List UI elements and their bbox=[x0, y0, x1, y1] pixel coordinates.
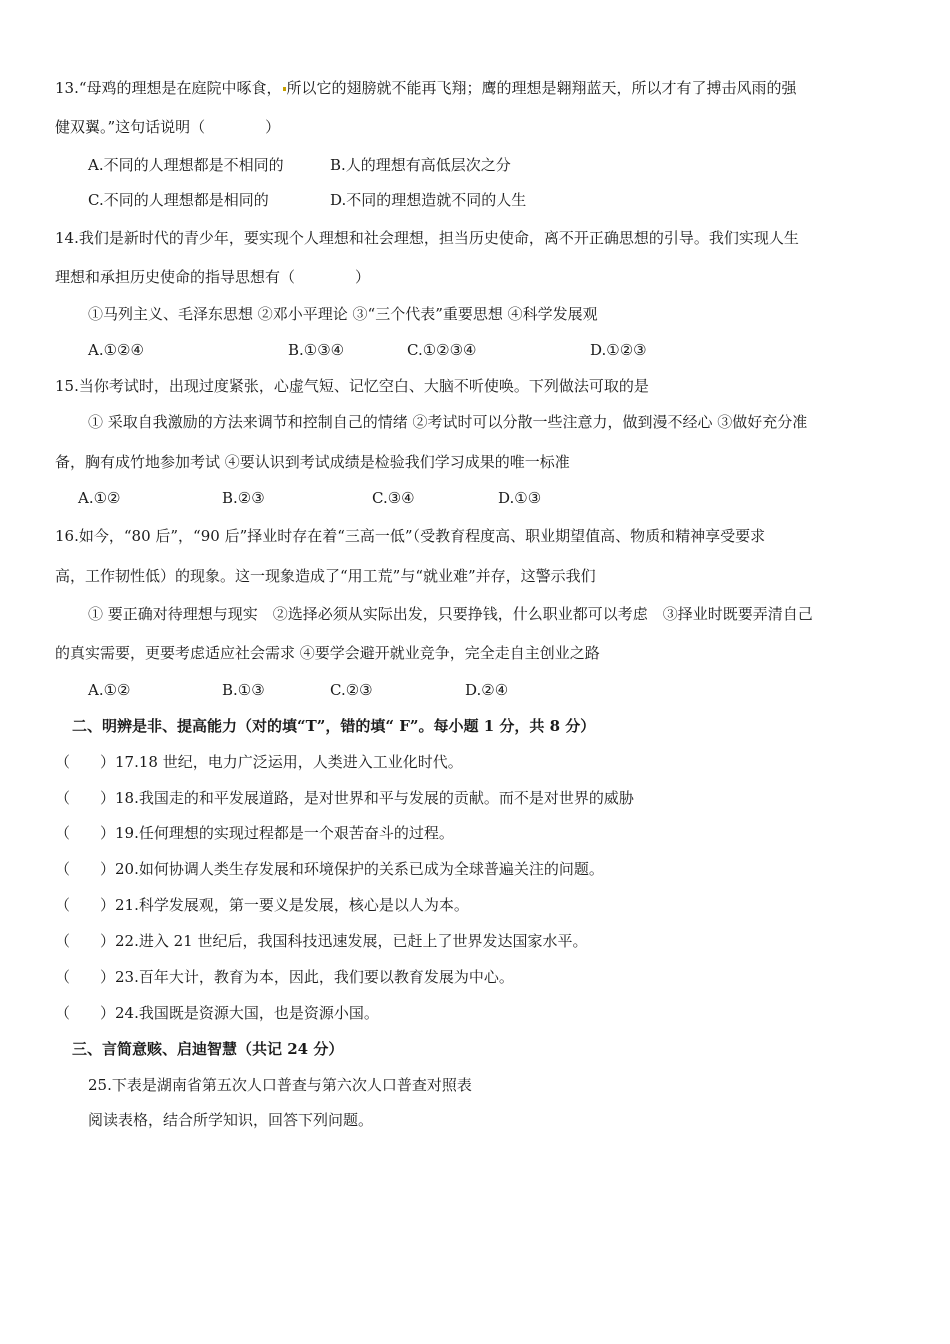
q13-stem-part1: 13.“母鸡的理想是在庭院中啄食， bbox=[55, 79, 282, 97]
q14-option-d: D.①②③ bbox=[590, 341, 647, 359]
q14-option-a: A.①②④ bbox=[88, 341, 144, 359]
tf-item-24: （ ）24.我国既是资源大国，也是资源小国。 bbox=[55, 1004, 379, 1022]
q16-option-b: B.①③ bbox=[222, 681, 265, 699]
q14-stem-line2: 理想和承担历史使命的指导思想有（ ） bbox=[55, 268, 371, 286]
q13-stem-line2: 健双翼。”这句话说明（ ） bbox=[55, 118, 281, 136]
section3-title: 三、言简意赅、启迪智慧（共记 24 分） bbox=[72, 1040, 344, 1058]
q15-items-line2: 备，胸有成竹地参加考试 ④要认识到考试成绩是检验我们学习成果的唯一标准 bbox=[55, 453, 570, 471]
q15-option-b: B.②③ bbox=[222, 489, 265, 507]
section2-title: 二、明辨是非、提高能力（对的填“T”，错的填“ F”。每小题 1 分，共 8 分） bbox=[72, 717, 596, 735]
q25-line2: 阅读表格，结合所学知识，回答下列问题。 bbox=[88, 1111, 374, 1129]
q15-option-c: C.③④ bbox=[372, 489, 415, 507]
q14-stem-line1: 14.我们是新时代的青少年，要实现个人理想和社会理想，担当历史使命，离不开正确思想的引导。我们实现人生 bbox=[55, 229, 799, 247]
tf-item-17: （ ）17.18 世纪，电力广泛运用，人类进入工业化时代。 bbox=[55, 753, 463, 771]
q13-option-d: D.不同的理想造就不同的人生 bbox=[330, 191, 527, 209]
tf-item-23: （ ）23.百年大计，教育为本，因此，我们要以教育发展为中心。 bbox=[55, 968, 514, 986]
q13-stem-part2: 所以它的翅膀就不能再飞翔；鹰的理想是翱翔蓝天，所以才有了搏击风雨的强 bbox=[286, 79, 797, 97]
q13-option-c: C.不同的人理想都是相同的 bbox=[88, 191, 269, 209]
q16-stem-line2: 高，工作韧性低）的现象。这一现象造成了“用工荒”与“就业难”并存，这警示我们 bbox=[55, 567, 596, 585]
q14-option-c: C.①②③④ bbox=[407, 341, 477, 359]
q14-option-b: B.①③④ bbox=[288, 341, 345, 359]
tf-item-19: （ ）19.任何理想的实现过程都是一个艰苦奋斗的过程。 bbox=[55, 824, 454, 842]
q13-option-b: B.人的理想有高低层次之分 bbox=[330, 156, 511, 174]
q15-items-line1: ① 采取自我激励的方法来调节和控制自己的情绪 ②考试时可以分散一些注意力，做到漫不经心 ③做好充分准 bbox=[88, 413, 808, 431]
q15-stem: 15.当你考试时，出现过度紧张，心虚气短、记忆空白、大脑不听使唤。下列做法可取的是 bbox=[55, 377, 649, 395]
yellow-mark-icon bbox=[283, 87, 286, 91]
q16-option-d: D.②④ bbox=[465, 681, 509, 699]
q15-option-d: D.①③ bbox=[498, 489, 542, 507]
q16-stem-line1: 16.如今，“80 后”，“90 后”择业时存在着“三高一低”（受教育程度高、职业期望值高、物质和精神享受要求 bbox=[55, 527, 766, 545]
q13-stem-line1 bbox=[55, 78, 797, 98]
q13-option-a: A.不同的人理想都是不相同的 bbox=[88, 156, 284, 174]
q16-items-line1: ① 要正确对待理想与现实 ②选择必须从实际出发，只要挣钱，什么职业都可以考虑 ③择业时既要弄清自己 bbox=[88, 605, 813, 623]
q16-items-line2: 的真实需要，更要考虑适应社会需求 ④要学会避开就业竞争，完全走自主创业之路 bbox=[55, 644, 600, 662]
tf-item-22: （ ）22.进入 21 世纪后，我国科技迅速发展，已赶上了世界发达国家水平。 bbox=[55, 932, 588, 950]
q16-option-a: A.①② bbox=[88, 681, 131, 699]
q25-line1: 25.下表是湖南省第五次人口普查与第六次人口普查对照表 bbox=[88, 1076, 472, 1094]
q15-option-a: A.①② bbox=[78, 489, 121, 507]
q16-option-c: C.②③ bbox=[330, 681, 373, 699]
q14-items: ①马列主义、毛泽东思想 ②邓小平理论 ③“三个代表”重要思想 ④科学发展观 bbox=[88, 305, 598, 323]
tf-item-20: （ ）20.如何协调人类生存发展和环境保护的关系已成为全球普遍关注的问题。 bbox=[55, 860, 604, 878]
tf-item-21: （ ）21.科学发展观，第一要义是发展，核心是以人为本。 bbox=[55, 896, 469, 914]
tf-item-18: （ ）18.我国走的和平发展道路，是对世界和平与发展的贡献。而不是对世界的威胁 bbox=[55, 789, 634, 807]
